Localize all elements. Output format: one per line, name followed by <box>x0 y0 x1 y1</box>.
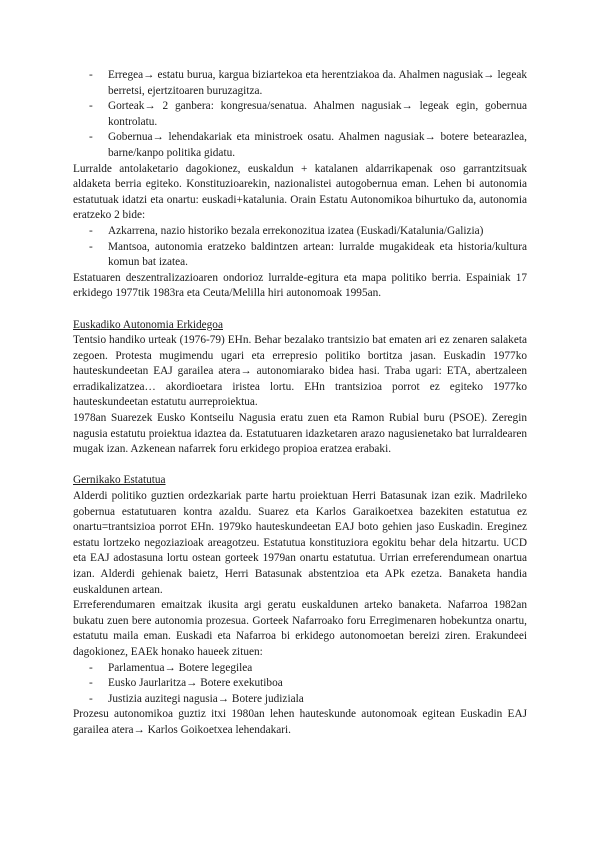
list-item: - Mantsoa, autonomia eratzeko baldintzen artean: lurralde mugakideak eta historia/kultura komun bat izatea. <box>108 240 527 271</box>
list-item: - Parlamentua→ Botere legegilea <box>108 661 527 677</box>
list-item: - Azkarrena, nazio historiko bezala errekonozitua izatea (Euskadi/Katalunia/Galizia) <box>108 224 527 240</box>
paragraph: Lurralde antolaketario dagokionez, euskaldun + katalanen aldarrikapenak oso garrantzitsuak aldaketa berria egiteko. Konstituzioarekin, nazionalistei autogobernua eman. Lehen bi autonomia estatutuak idatzi eta onartu: euskadi+katalunia. Orain Estatu Autonomikoa bihurtuko da, autonomia eratzeko 2 bide: <box>73 162 527 222</box>
section-heading: Euskadiko Autonomia Erkidegoa <box>73 318 223 331</box>
paragraph: Erreferendumaren emaitzak ikusita argi geratu euskaldunen arteko banaketa. Nafarroa 1982an bukatu zuen bere autonomia prozesua. Gorteek Nafarroako foru Erregimenaren hobekuntza onartu, estatutu maila eman. Euskadi eta Nafarroa bi erkidego autonomoetan bereizi ziren. Erakundeei dagokionez, EAEk honako haueek zituen: <box>73 599 527 658</box>
list-item: - Gobernua→ lehendakariak eta ministroek osatu. Ahalmen nagusiak→ botere betearazlea, barne/kanpo politika gidatu. <box>108 130 527 161</box>
paragraph: Tentsio handiko urteak (1976-79) EHn. Behar bezalako trantsizio bat ematen ari ez zenaren salaketa zegoen. Protesta mugimendu ugari eta errepresio politiko bortitza jasan. Euskadin 1977ko hauteskundeetan EAJ garailea atera→ autonomiarako bidea hasi. Traba ugari: ETA, abertzaleen erradikalizatzea… akordioetara iristea lortu. EHn trantsizioa porrot ez egiteko 1977ko hauteskundeetan estatutu aurreproiektua. <box>73 334 527 409</box>
paragraph: Alderdi politiko guztien ordezkariak parte hartu proiektuan Herri Batasunak izan ezik. Madrileko gobernua estatutuaren kontra azaldu. Suarez eta Karlos Garaikoetxea bazekiten estatutua ez onartu=trantsizioa porrot EHn. 1979ko hauteskundeetan EAJ boto gehien jaso Euskadin. Ereginez estatu lortzeko negoziazioak areagotzeu. Estatutua konstituziora egokitu behar dela hitzartu. UCD eta EAJ adostasuna lortu ostean gorteek 1979an onartu estatutua. Urrian erreferendumean onartua izan. Alderdi gehienak baietz, Herri Batasunak abstentzioa eta APk ezetza. Banaketa handia euskaldunen artean. <box>73 490 527 596</box>
paragraph: 1978an Suarezek Eusko Kontseilu Nagusia eratu zuen eta Ramon Rubial buru (PSOE). Zeregin nagusia estatutu proiektua idaztea da. Estatutuaren idazketaren arazo nagusienetako bat lurraldearen mugak izan. Azkenean nafarrek foru erkidego propioa eratzea erabaki. <box>73 412 527 456</box>
autonomy-ways-list <box>73 224 527 271</box>
paragraph: Prozesu autonomikoa guztiz itxi 1980an lehen hauteskunde autonomoak egitean Euskadin EAJ garailea atera→ Karlos Goikoetxea lehendakari. <box>73 708 527 736</box>
document-page <box>73 68 527 739</box>
list-item: - Gorteak→ 2 ganbera: kongresua/senatua. Ahalmen nagusiak→ legeak egin, gobernua kontrolatu. <box>108 99 527 130</box>
institution-list <box>73 68 527 162</box>
section-heading: Gernikako Estatutua <box>73 474 166 487</box>
list-item: - Eusko Jaurlaritza→ Botere exekutiboa <box>108 676 527 692</box>
paragraph: Estatuaren deszentralizazioaren ondorioz lurralde-egitura eta mapa politiko berria. Espainiak 17 erkidego 1977tik 1983ra eta Ceuta/Melilla hiri autonomoak 1995an. <box>73 271 527 300</box>
institutions-list <box>73 661 527 708</box>
list-item: - Erregea→ estatu burua, kargua biziartekoa eta herentziakoa da. Ahalmen nagusiak→ legeak berretsi, ejertzitoaren buruzagitza. <box>108 68 527 99</box>
list-item: - Justizia auzitegi nagusia→ Botere judiziala <box>108 692 527 708</box>
